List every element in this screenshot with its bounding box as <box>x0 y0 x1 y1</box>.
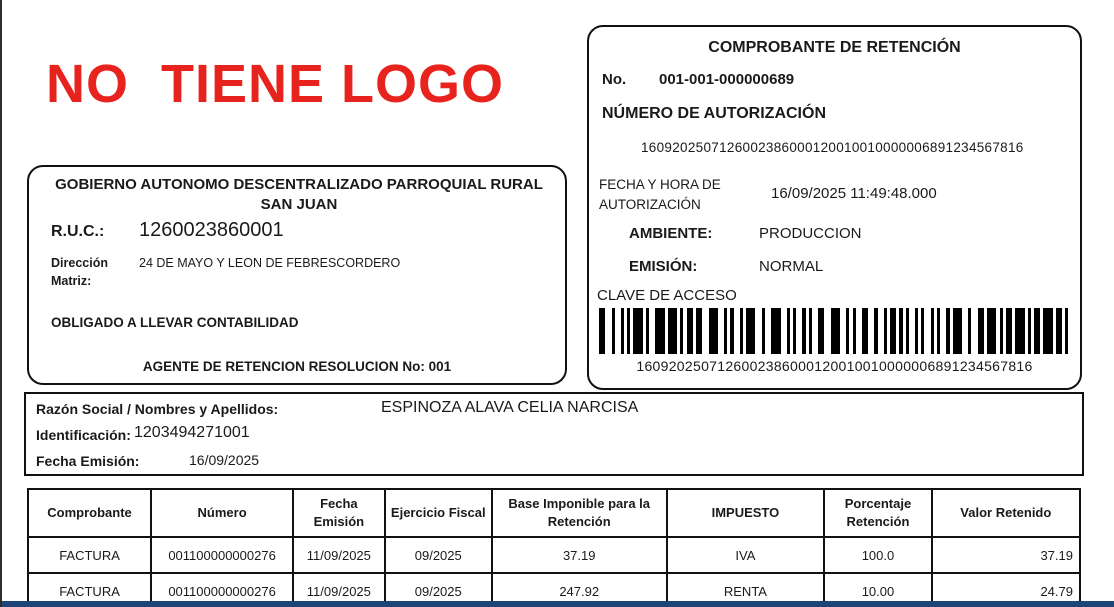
window-bottom-edge <box>2 601 1114 607</box>
environment-label: AMBIENTE: <box>629 225 713 242</box>
table-cell: 37.19 <box>492 537 667 573</box>
receipt-number-value: 001-001-000000689 <box>659 71 795 88</box>
table-cell: 09/2025 <box>385 537 492 573</box>
table-cell: RENTA <box>667 573 825 607</box>
address-label: Dirección Matriz: <box>51 256 108 288</box>
table-cell: 247.92 <box>492 573 667 607</box>
customer-name-value: ESPINOZA ALAVA CELIA NARCISA <box>381 399 639 416</box>
column-header: Fecha Emisión <box>293 489 385 537</box>
retention-table-body <box>28 537 1080 607</box>
customer-id-value: 1203494271001 <box>134 424 250 441</box>
table-cell: FACTURA <box>28 537 151 573</box>
access-key-value: 1609202507126002386000120010010000006891234567816 <box>636 358 1033 374</box>
access-key-barcode <box>599 308 1072 354</box>
receipt-title: COMPROBANTE DE RETENCIÓN <box>708 39 961 56</box>
ruc-value: 1260023860001 <box>139 219 284 241</box>
customer-name-label: Razón Social / Nombres y Apellidos: <box>36 401 279 417</box>
table-cell: 11/09/2025 <box>293 537 385 573</box>
issuer-info-box <box>27 165 567 385</box>
authorization-number-label: NÚMERO DE AUTORIZACIÓN <box>602 105 826 122</box>
emission-label: EMISIÓN: <box>629 258 698 275</box>
column-header: Ejercicio Fiscal <box>385 489 492 537</box>
customer-id-label: Identificación: <box>36 427 131 443</box>
authorization-datetime-value: 16/09/2025 11:49:48.000 <box>771 185 937 202</box>
column-header: Comprobante <box>28 489 151 537</box>
emission-value: NORMAL <box>759 258 824 275</box>
environment-value: PRODUCCION <box>759 225 862 242</box>
retention-table <box>27 488 1081 607</box>
table-cell: 11/09/2025 <box>293 573 385 607</box>
table-cell: IVA <box>667 537 825 573</box>
accounting-obligation-note: OBLIGADO A LLEVAR CONTABILIDAD <box>51 315 299 330</box>
address-value: 24 DE MAYO Y LEON DE FEBRESCORDERO <box>139 256 401 270</box>
no-logo-placeholder-text: NO TIENE LOGO <box>46 54 505 114</box>
table-cell: 24.79 <box>932 573 1080 607</box>
table-cell: 001100000000276 <box>151 537 293 573</box>
receipt-number-label: No. <box>602 71 627 88</box>
column-header: Valor Retenido <box>932 489 1080 537</box>
retention-table-header-row <box>28 489 1080 537</box>
column-header: Número <box>151 489 293 537</box>
column-header: Porcentaje Retención <box>824 489 931 537</box>
table-cell: FACTURA <box>28 573 151 607</box>
issue-date-label: Fecha Emisión: <box>36 453 140 469</box>
authorization-number-value: 1609202507126002386000120010010000006891234567816 <box>641 140 1024 155</box>
table-cell: 09/2025 <box>385 573 492 607</box>
access-key-label: CLAVE DE ACCESO <box>597 287 737 304</box>
retention-agent-note: AGENTE DE RETENCION RESOLUCION No: 001 <box>142 359 452 374</box>
ruc-label: R.U.C.: <box>51 223 105 240</box>
table-cell: 37.19 <box>932 537 1080 573</box>
column-header: IMPUESTO <box>667 489 825 537</box>
table-cell: 10.00 <box>824 573 931 607</box>
authorization-datetime-label: FECHA Y HORA DE AUTORIZACIÓN <box>599 177 721 212</box>
column-header: Base Imponible para la Retención <box>492 489 667 537</box>
table-cell: 001100000000276 <box>151 573 293 607</box>
issue-date-value: 16/09/2025 <box>189 452 260 468</box>
receipt-info-box <box>587 25 1082 390</box>
customer-info-box <box>24 392 1084 476</box>
issuer-name: GOBIERNO AUTONOMO DESCENTRALIZADO PARROQUIAL RURAL SAN JUAN <box>55 176 543 214</box>
table-row <box>28 537 1080 573</box>
table-cell: 100.0 <box>824 537 931 573</box>
